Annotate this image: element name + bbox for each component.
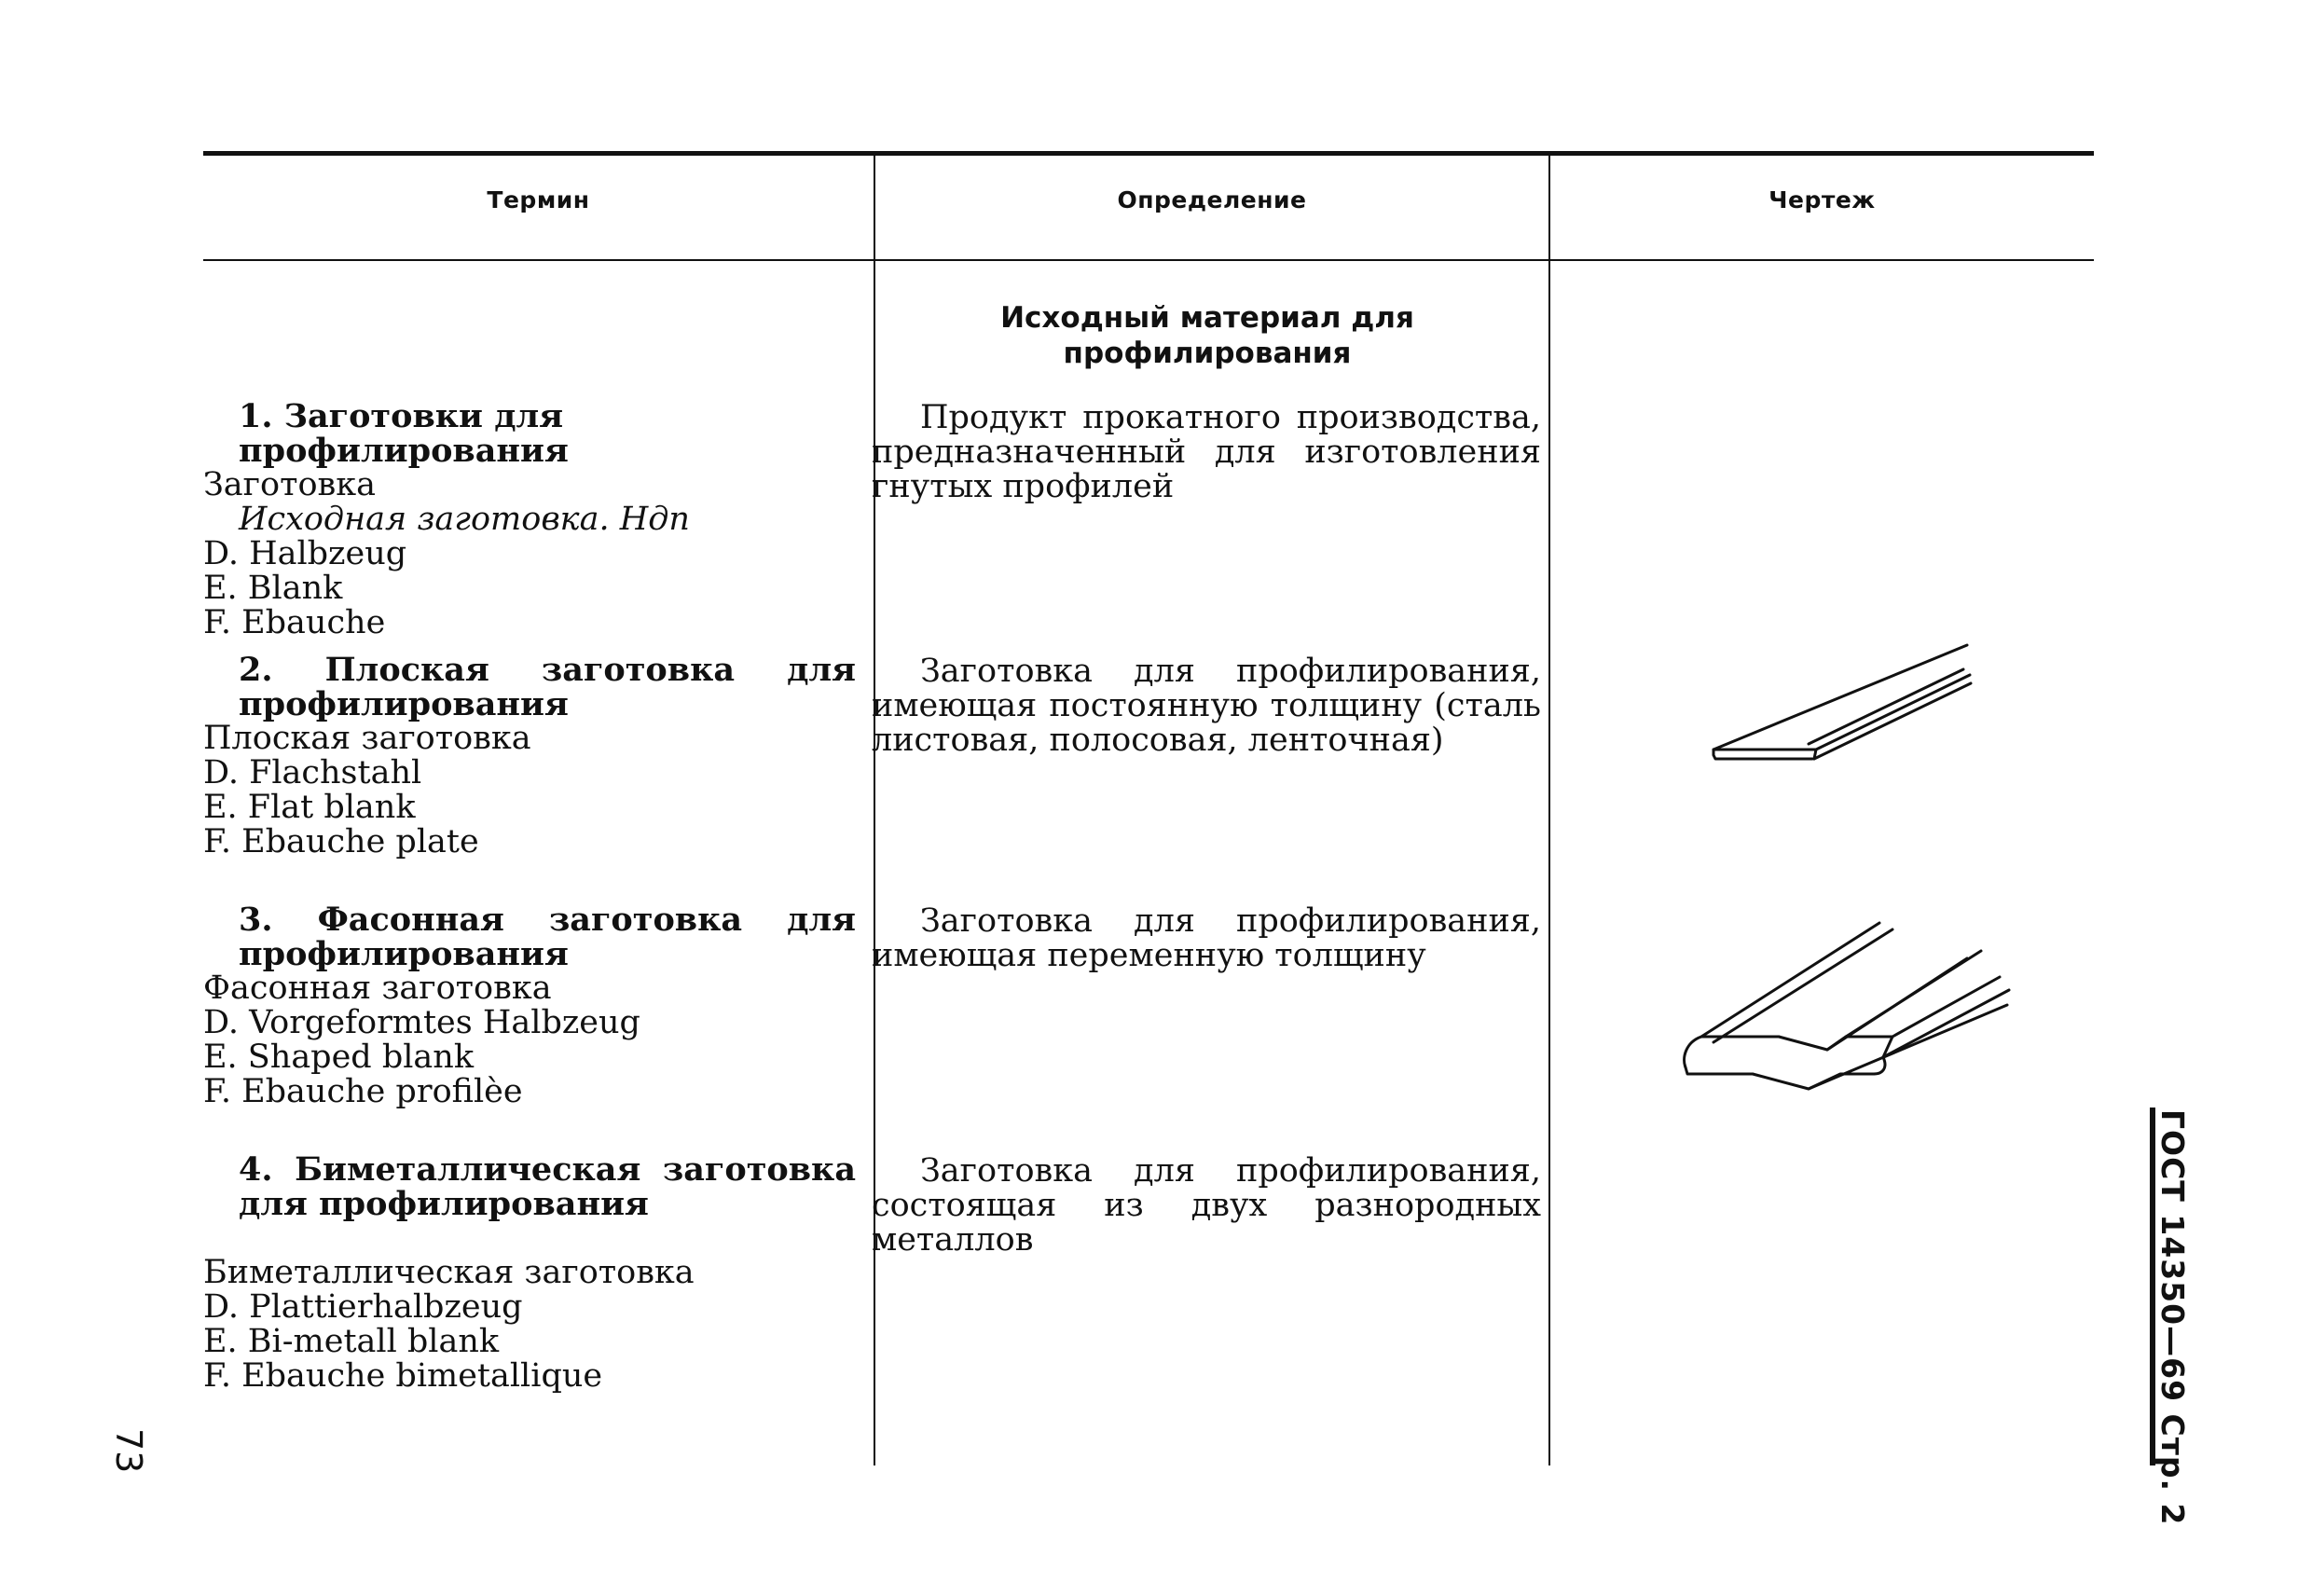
header-bottom-rule xyxy=(203,259,2094,261)
term-entry-2 xyxy=(203,653,856,860)
term-title: 2. Плоская заготовка для профилирования xyxy=(239,651,856,723)
term-french: F. Ebauche xyxy=(203,604,386,641)
term-synonym: Плоская заготовка xyxy=(203,720,531,757)
header-term: Термин xyxy=(487,186,590,213)
spacer xyxy=(203,1221,856,1256)
term-french: F. Ebauche plate xyxy=(203,823,479,860)
running-head: ГОСТ 14350—69 Стр. 2 xyxy=(2154,1109,2191,1526)
term-synonym: Фасонная заготовка xyxy=(203,970,552,1007)
header-definition: Определение xyxy=(1117,186,1307,213)
definition-2: Заготовка для профилирования, имеющая постоянную толщину (сталь листовая, полосовая, ленточная) xyxy=(872,653,1541,759)
term-english: E. Flat blank xyxy=(203,789,416,826)
term-german: D. Plattierhalbzeug xyxy=(203,1288,523,1326)
shaped-blank-drawing xyxy=(1659,904,2023,1109)
column-divider-2 xyxy=(1548,156,1550,1465)
term-german: D. Flachstahl xyxy=(203,754,422,791)
term-entry-3 xyxy=(203,902,856,1109)
definition-4: Заготовка для профилирования, состоящая из двух разнородных металлов xyxy=(872,1152,1541,1259)
column-divider-1 xyxy=(874,156,875,1465)
term-title: 1. Заготовки для профилирования xyxy=(239,397,569,470)
page-number: 73 xyxy=(108,1428,149,1474)
term-synonym: Биметаллическая заготовка xyxy=(203,1254,695,1291)
term-english: E. Shaped blank xyxy=(203,1039,475,1076)
term-german: D. Vorgeformtes Halbzeug xyxy=(203,1004,640,1041)
definition-1: Продукт прокатного производства, предназначенный для изготовления гнутых профилей xyxy=(872,399,1541,505)
term-entry-1 xyxy=(203,399,856,640)
term-english: E. Bi-metall blank xyxy=(203,1323,500,1360)
table-top-rule xyxy=(203,151,2094,156)
term-french: F. Ebauche bimetallique xyxy=(203,1357,603,1395)
term-entry-4 xyxy=(203,1152,856,1394)
term-english: E. Blank xyxy=(203,570,343,607)
term-german: D. Halbzeug xyxy=(203,535,407,572)
flat-blank-drawing xyxy=(1697,634,1995,774)
definition-3: Заготовка для профилирования, имеющая переменную толщину xyxy=(872,902,1541,974)
term-title: 3. Фасонная заготовка для профилирования xyxy=(239,901,856,973)
term-french: F. Ebauche profilèe xyxy=(203,1073,523,1110)
term-title: 4. Биметаллическая заготовка для профилирования xyxy=(239,1150,856,1223)
header-drawing: Чертеж xyxy=(1768,186,1876,213)
section-title: Исходный материал для профилирования xyxy=(1000,301,1414,370)
term-synonym: Заготовка xyxy=(203,466,376,503)
term-not-allowed: Исходная заготовка. Ндп xyxy=(239,501,690,538)
